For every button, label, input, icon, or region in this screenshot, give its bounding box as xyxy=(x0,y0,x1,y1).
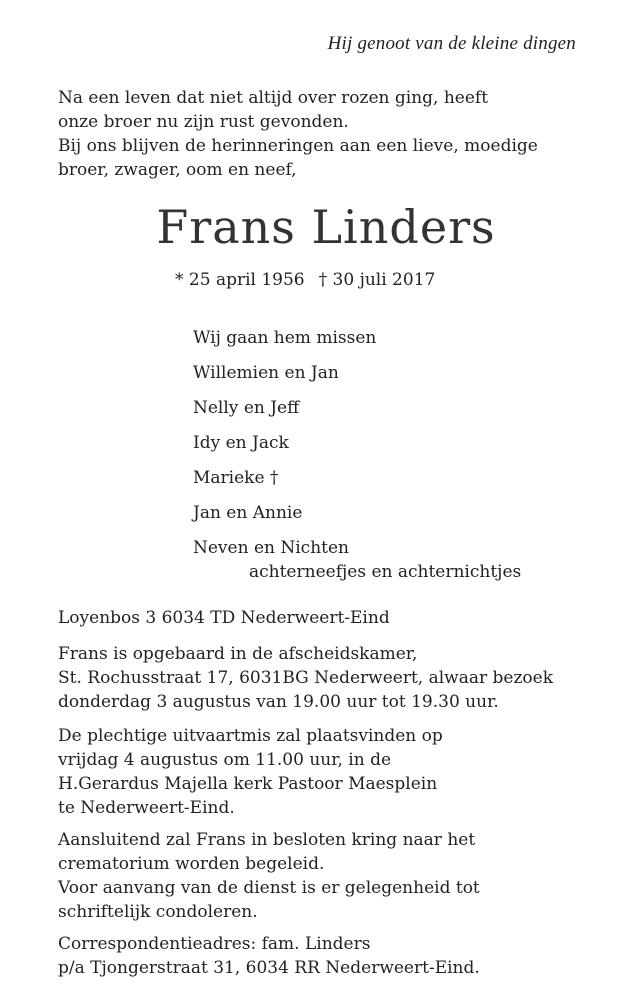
cremation-line: crematorium worden begeleid. xyxy=(58,854,325,874)
mourner-line: Wij gaan hem missen xyxy=(193,328,377,348)
intro-line: Bij ons blijven de herinneringen aan een lieve, moedige xyxy=(58,136,538,156)
cremation-info xyxy=(58,828,480,924)
mourner-line: Marieke † xyxy=(193,468,279,488)
mass-line: De plechtige uitvaartmis zal plaatsvinden op xyxy=(58,726,443,746)
motto: Hij genoot van de kleine dingen xyxy=(327,33,576,54)
viewing-line: Frans is opgebaard in de afscheidskamer, xyxy=(58,644,418,664)
cremation-line: Aansluitend zal Frans in besloten kring naar het xyxy=(58,830,476,850)
address-line: Loyenbos 3 6034 TD Nederweert-Eind xyxy=(58,608,390,628)
correspondence-info xyxy=(58,932,480,980)
deceased-name: Frans Linders xyxy=(156,200,496,254)
mourners-list xyxy=(193,326,522,582)
intro-line: broer, zwager, oom en neef, xyxy=(58,160,297,180)
death-date: † 30 juli 2017 xyxy=(318,270,436,290)
mourner-line: Neven en Nichten xyxy=(193,538,349,558)
mass-info xyxy=(58,724,443,820)
mourner-line: Willemien en Jan xyxy=(193,363,339,383)
mass-line: H.Gerardus Majella kerk Pastoor Maesplein xyxy=(58,774,438,794)
mourner-line: Nelly en Jeff xyxy=(193,398,300,418)
correspondence-line: p/a Tjongerstraat 31, 6034 RR Nederweert-Eind. xyxy=(58,958,480,978)
mourner-subline: achterneefjes en achternichtjes xyxy=(249,562,522,582)
cremation-line: Voor aanvang van de dienst is er gelegenheid tot xyxy=(58,878,480,898)
intro-line: Na een leven dat niet altijd over rozen ging, heeft xyxy=(58,88,489,108)
viewing-line: donderdag 3 augustus van 19.00 uur tot 19.30 uur. xyxy=(58,692,499,712)
intro-text xyxy=(58,86,538,182)
mass-line: vrijdag 4 augustus om 11.00 uur, in de xyxy=(58,750,392,770)
viewing-info xyxy=(58,642,553,714)
home-address xyxy=(58,606,390,630)
correspondence-line: Correspondentieadres: fam. Linders xyxy=(58,934,371,954)
mourner-line: Jan en Annie xyxy=(193,503,303,523)
cremation-line: schriftelijk condoleren. xyxy=(58,902,258,922)
birth-date: * 25 april 1956 xyxy=(175,270,305,290)
intro-line: onze broer nu zijn rust gevonden. xyxy=(58,112,349,132)
life-dates xyxy=(175,270,435,290)
mourner-line: Idy en Jack xyxy=(193,433,289,453)
mass-line: te Nederweert-Eind. xyxy=(58,798,235,818)
viewing-line: St. Rochusstraat 17, 6031BG Nederweert, alwaar bezoek xyxy=(58,668,554,688)
